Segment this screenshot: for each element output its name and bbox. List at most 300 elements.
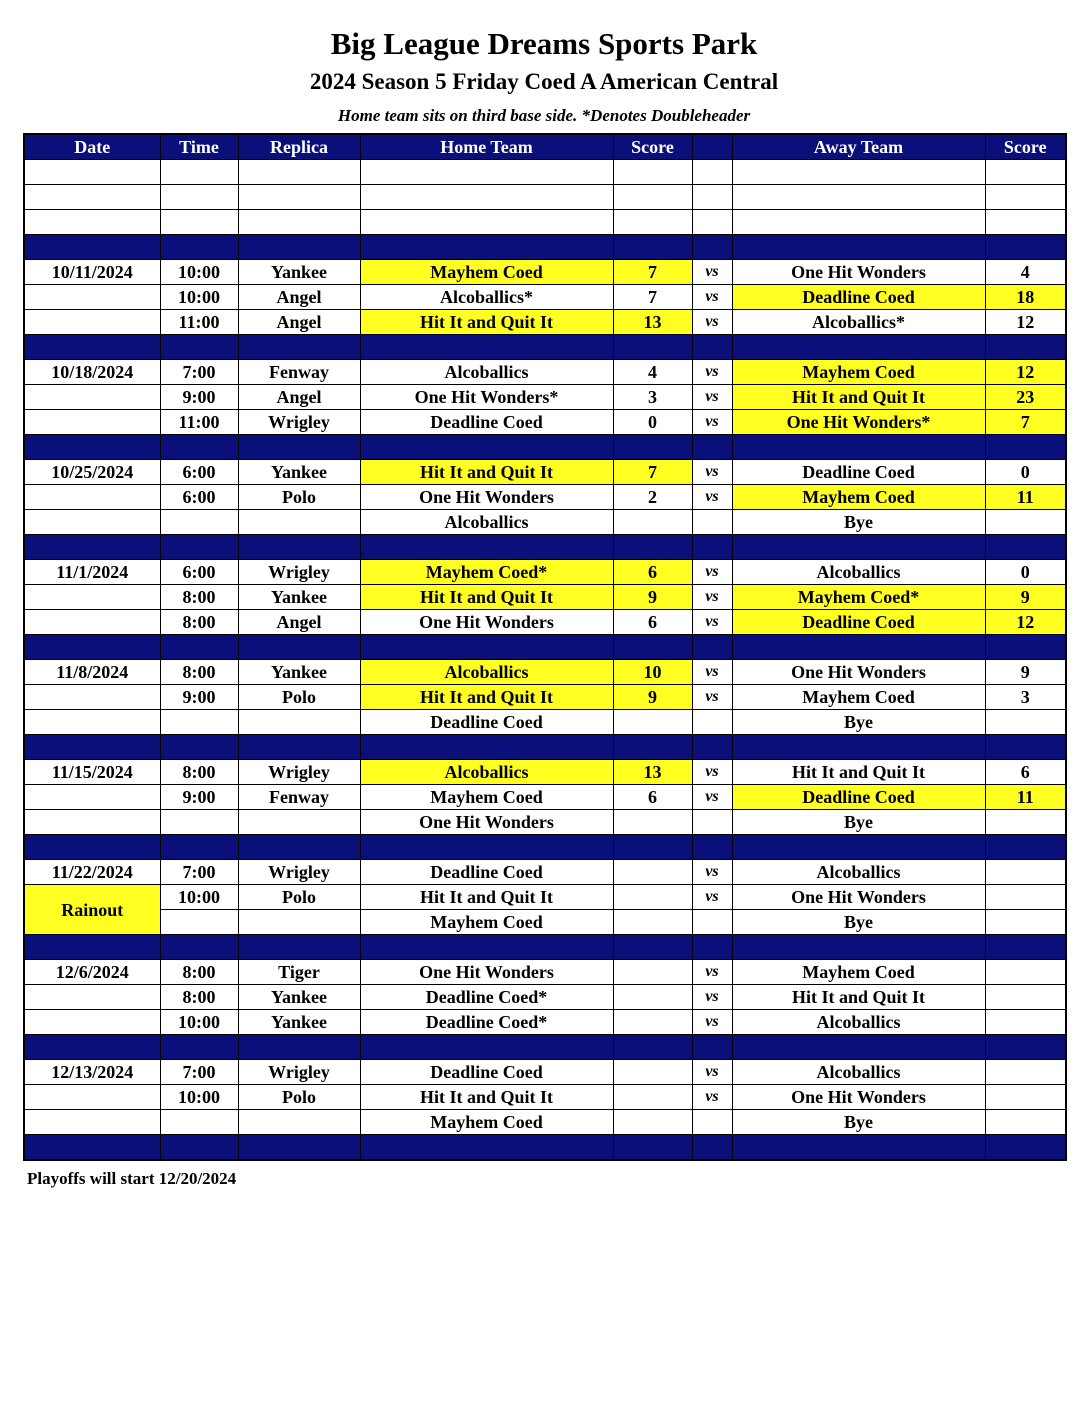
vs-label [692,510,732,535]
game-time: 8:00 [160,585,238,610]
game-field [238,510,360,535]
separator-cell [732,435,985,460]
away-team [732,185,985,210]
game-row [24,560,1066,585]
away-score [985,860,1066,885]
away-score [985,1010,1066,1035]
col-away-score: Score [985,134,1066,160]
separator-cell [160,535,238,560]
game-date: 11/15/2024 [24,760,160,785]
week-separator [24,335,1066,360]
game-field: Yankee [238,1010,360,1035]
separator-cell [160,435,238,460]
game-date: 12/6/2024 [24,960,160,985]
game-row [24,685,1066,710]
game-date-empty [24,1010,160,1035]
vs-label: vs [692,760,732,785]
home-team: One Hit Wonders [360,610,613,635]
separator-cell [360,335,613,360]
vs-label [692,160,732,185]
separator-cell [692,635,732,660]
separator-cell [732,235,985,260]
away-team: Mayhem Coed* [732,585,985,610]
home-score [613,710,692,735]
vs-label: vs [692,960,732,985]
game-time: 10:00 [160,260,238,285]
home-team: Mayhem Coed [360,1110,613,1135]
game-time [160,510,238,535]
game-time: 7:00 [160,860,238,885]
game-time: 10:00 [160,1085,238,1110]
game-date-empty [24,310,160,335]
separator-cell [985,935,1066,960]
separator-cell [985,735,1066,760]
separator-cell [360,1035,613,1060]
separator-cell [238,1035,360,1060]
home-score: 7 [613,260,692,285]
home-team: Hit It and Quit It [360,585,613,610]
home-score: 9 [613,685,692,710]
home-score: 10 [613,660,692,685]
game-row [24,310,1066,335]
vs-label [692,185,732,210]
separator-cell [985,235,1066,260]
vs-label [692,710,732,735]
vs-label [692,910,732,935]
col-home-team: Home Team [360,134,613,160]
game-date-empty [24,485,160,510]
away-team: Alcoballics [732,860,985,885]
game-row [24,710,1066,735]
separator-cell [238,335,360,360]
game-row [24,1060,1066,1085]
separator-cell [24,835,160,860]
game-field: Yankee [238,460,360,485]
schedule-table [23,133,1067,1161]
separator-cell [24,935,160,960]
col-vs [692,134,732,160]
away-team: Bye [732,810,985,835]
vs-label: vs [692,985,732,1010]
separator-cell [732,935,985,960]
game-field [238,710,360,735]
col-away-team: Away Team [732,134,985,160]
away-team: Deadline Coed [732,285,985,310]
home-team: Hit It and Quit It [360,685,613,710]
game-date: 10/11/2024 [24,260,160,285]
separator-cell [985,335,1066,360]
vs-label: vs [692,360,732,385]
home-team: Mayhem Coed [360,910,613,935]
game-field: Yankee [238,660,360,685]
separator-cell [613,735,692,760]
game-field: Polo [238,885,360,910]
home-team: One Hit Wonders [360,960,613,985]
vs-label [692,810,732,835]
game-date-empty [24,1110,160,1135]
game-time: 9:00 [160,785,238,810]
game-time: 6:00 [160,560,238,585]
game-row [24,1110,1066,1135]
separator-cell [732,335,985,360]
game-field [238,160,360,185]
game-time: 8:00 [160,985,238,1010]
separator-cell [360,535,613,560]
home-score [613,160,692,185]
away-team: One Hit Wonders [732,660,985,685]
game-row [24,985,1066,1010]
home-score [613,885,692,910]
game-row [24,260,1066,285]
separator-cell [985,1035,1066,1060]
home-team [360,210,613,235]
game-date-empty [24,510,160,535]
away-score [985,885,1066,910]
week-separator [24,735,1066,760]
home-team: One Hit Wonders [360,485,613,510]
separator-cell [238,735,360,760]
game-field: Angel [238,385,360,410]
home-team: Hit It and Quit It [360,460,613,485]
separator-cell [238,535,360,560]
game-field: Fenway [238,360,360,385]
game-field: Yankee [238,585,360,610]
separator-cell [24,1035,160,1060]
game-field: Yankee [238,985,360,1010]
home-score [613,960,692,985]
game-time [160,810,238,835]
separator-cell [985,1135,1066,1161]
separator-cell [238,835,360,860]
game-row [24,360,1066,385]
game-field: Tiger [238,960,360,985]
game-date-empty [24,185,160,210]
game-time [160,910,238,935]
game-date [24,160,160,185]
separator-cell [613,1035,692,1060]
separator-cell [692,435,732,460]
game-time: 10:00 [160,285,238,310]
separator-cell [732,1035,985,1060]
away-score [985,985,1066,1010]
separator-cell [160,635,238,660]
away-score: 6 [985,760,1066,785]
game-date-empty [24,810,160,835]
week-separator [24,1035,1066,1060]
home-score: 2 [613,485,692,510]
game-time [160,710,238,735]
separator-cell [24,235,160,260]
away-team: Alcoballics [732,1010,985,1035]
game-time: 7:00 [160,1060,238,1085]
separator-cell [613,635,692,660]
vs-label [692,1110,732,1135]
game-time [160,185,238,210]
home-score [613,1060,692,1085]
game-field: Angel [238,310,360,335]
home-team: Alcoballics [360,510,613,535]
season-subtitle: 2024 Season 5 Friday Coed A American Central [309,69,779,94]
separator-cell [732,735,985,760]
vs-label: vs [692,410,732,435]
away-team: Mayhem Coed [732,485,985,510]
home-score: 3 [613,385,692,410]
separator-cell [24,1135,160,1161]
home-team: Deadline Coed [360,1060,613,1085]
game-time: 8:00 [160,760,238,785]
vs-label: vs [692,685,732,710]
home-team: Deadline Coed [360,410,613,435]
home-score: 13 [613,760,692,785]
game-row [24,385,1066,410]
vs-label: vs [692,385,732,410]
playoffs-note: Playoffs will start 12/20/2024 [27,1169,237,1188]
vs-label: vs [692,610,732,635]
away-score: 9 [985,585,1066,610]
home-score: 6 [613,785,692,810]
away-score [985,1060,1066,1085]
week-separator [24,635,1066,660]
game-time: 8:00 [160,660,238,685]
separator-cell [732,1135,985,1161]
separator-cell [160,335,238,360]
game-field: Polo [238,485,360,510]
game-date-empty [24,1085,160,1110]
separator-cell [985,835,1066,860]
game-row [24,485,1066,510]
separator-cell [24,435,160,460]
away-score [985,960,1066,985]
game-field [238,1110,360,1135]
vs-label: vs [692,885,732,910]
game-time: 6:00 [160,460,238,485]
game-row [24,810,1066,835]
game-row [24,1085,1066,1110]
separator-cell [360,735,613,760]
vs-label [692,210,732,235]
game-field: Wrigley [238,1060,360,1085]
game-row [24,410,1066,435]
away-team: Alcoballics* [732,310,985,335]
game-row [24,210,1066,235]
game-date-empty [24,585,160,610]
game-row [24,760,1066,785]
game-time: 6:00 [160,485,238,510]
game-date-empty [24,985,160,1010]
separator-cell [985,635,1066,660]
game-date: 11/22/2024 [24,860,160,885]
separator-cell [160,735,238,760]
separator-cell [24,735,160,760]
game-date: 12/13/2024 [24,1060,160,1085]
game-row [24,1010,1066,1035]
game-field [238,810,360,835]
vs-label: vs [692,785,732,810]
week-separator [24,1135,1066,1161]
vs-label: vs [692,260,732,285]
home-team: Deadline Coed [360,710,613,735]
week-separator [24,935,1066,960]
week-separator [24,535,1066,560]
game-time: 11:00 [160,410,238,435]
vs-label: vs [692,460,732,485]
game-row [24,585,1066,610]
game-field: Wrigley [238,410,360,435]
vs-label: vs [692,585,732,610]
vs-label: vs [692,1060,732,1085]
rainout-badge: Rainout [24,885,160,935]
separator-cell [360,435,613,460]
game-time: 10:00 [160,1010,238,1035]
home-team: Mayhem Coed [360,785,613,810]
vs-label: vs [692,285,732,310]
away-score [985,510,1066,535]
separator-cell [160,935,238,960]
away-score: 23 [985,385,1066,410]
game-time: 8:00 [160,610,238,635]
game-date: 10/25/2024 [24,460,160,485]
separator-cell [24,535,160,560]
away-score [985,210,1066,235]
game-time: 7:00 [160,360,238,385]
home-team [360,160,613,185]
away-score [985,1110,1066,1135]
home-team: One Hit Wonders [360,810,613,835]
game-field: Polo [238,685,360,710]
home-team: Hit It and Quit It [360,1085,613,1110]
game-date: 11/1/2024 [24,560,160,585]
game-row [24,610,1066,635]
week-separator [24,235,1066,260]
away-team: Bye [732,910,985,935]
game-row [24,460,1066,485]
game-row [24,960,1066,985]
game-row [24,160,1066,185]
game-row [24,860,1066,885]
separator-cell [692,235,732,260]
away-score: 4 [985,260,1066,285]
game-date-empty [24,685,160,710]
separator-cell [238,1135,360,1161]
game-date-empty [24,785,160,810]
game-date-empty [24,610,160,635]
home-score [613,810,692,835]
game-row [24,785,1066,810]
separator-cell [732,835,985,860]
game-date-empty [24,710,160,735]
separator-cell [613,935,692,960]
game-date-empty [24,410,160,435]
game-time: 9:00 [160,385,238,410]
away-score: 12 [985,360,1066,385]
away-score [985,160,1066,185]
home-score: 9 [613,585,692,610]
separator-cell [692,1135,732,1161]
game-field: Yankee [238,260,360,285]
away-team: Deadline Coed [732,460,985,485]
vs-label: vs [692,1010,732,1035]
game-date: 10/18/2024 [24,360,160,385]
separator-cell [692,1035,732,1060]
home-team: Deadline Coed* [360,1010,613,1035]
game-time: 10:00 [160,885,238,910]
home-team [360,185,613,210]
away-team: Mayhem Coed [732,685,985,710]
game-time [160,160,238,185]
away-team: Mayhem Coed [732,360,985,385]
home-team: One Hit Wonders* [360,385,613,410]
separator-cell [692,835,732,860]
game-time: 8:00 [160,960,238,985]
week-separator [24,835,1066,860]
home-score [613,1085,692,1110]
away-score: 7 [985,410,1066,435]
separator-cell [613,335,692,360]
separator-cell [613,435,692,460]
away-team: Deadline Coed [732,610,985,635]
home-team: Alcoballics [360,760,613,785]
home-score: 7 [613,460,692,485]
separator-cell [692,535,732,560]
game-row [24,660,1066,685]
game-field: Angel [238,285,360,310]
home-score: 6 [613,610,692,635]
away-score [985,1085,1066,1110]
separator-cell [985,535,1066,560]
home-score [613,1010,692,1035]
vs-label: vs [692,485,732,510]
schedule-body [24,160,1066,1161]
header-row [24,134,1066,160]
separator-cell [24,635,160,660]
vs-label: vs [692,1085,732,1110]
home-team: Mayhem Coed [360,260,613,285]
game-field [238,185,360,210]
separator-cell [732,635,985,660]
home-score [613,910,692,935]
separator-cell [238,235,360,260]
game-date-empty [24,210,160,235]
away-team: Bye [732,510,985,535]
separator-cell [160,235,238,260]
away-team: One Hit Wonders [732,260,985,285]
separator-cell [613,535,692,560]
schedule-note: Home team sits on third base side. *Denotes Doubleheader [337,106,751,125]
separator-cell [613,835,692,860]
away-score: 0 [985,460,1066,485]
separator-cell [160,1135,238,1161]
home-score [613,985,692,1010]
away-team: One Hit Wonders [732,1085,985,1110]
away-team: Alcoballics [732,560,985,585]
vs-label: vs [692,560,732,585]
home-score [613,185,692,210]
game-row [24,510,1066,535]
separator-cell [24,335,160,360]
away-team: Hit It and Quit It [732,760,985,785]
separator-cell [160,835,238,860]
game-field: Fenway [238,785,360,810]
separator-cell [613,1135,692,1161]
separator-cell [238,635,360,660]
game-time [160,210,238,235]
away-score: 12 [985,610,1066,635]
game-field: Angel [238,610,360,635]
separator-cell [732,535,985,560]
game-row [24,285,1066,310]
separator-cell [238,435,360,460]
col-date: Date [24,134,160,160]
